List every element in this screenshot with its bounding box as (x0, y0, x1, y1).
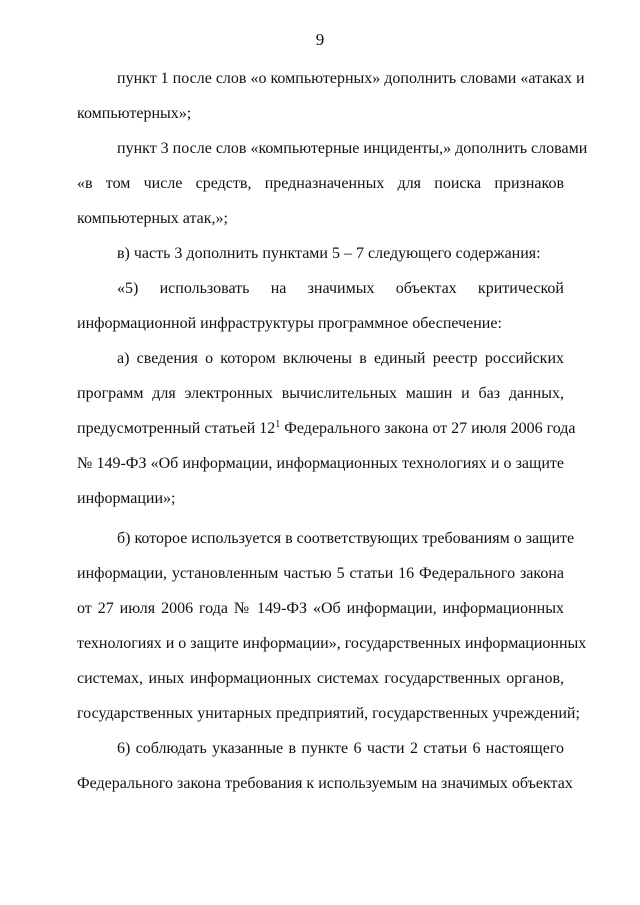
text-line: от 27 июля 2006 года № 149-ФЗ «Об информации, информационных (77, 600, 564, 617)
text-line: № 149-ФЗ «Об информации, информационных технологиях и о защите (77, 455, 564, 472)
text-line: Федерального закона требования к используемым на значимых объектах (77, 775, 573, 792)
text-line: пункт 3 после слов «компьютерные инциденты,» дополнить словами (117, 140, 588, 157)
text-line: в) часть 3 дополнить пунктами 5 – 7 следующего содержания: (117, 245, 541, 262)
text-line: «5) использовать на значимых объектах критической (117, 280, 564, 297)
text-line: технологиях и о защите информации», государственных информационных (77, 635, 587, 652)
text-line: компьютерных атак,»; (77, 210, 228, 227)
text-line: информации»; (77, 490, 176, 507)
text-line: пункт 1 после слов «о компьютерных» дополнить словами «атаках и (117, 70, 585, 87)
text-line: компьютерных»; (77, 105, 192, 122)
text-line: информации, установленным частью 5 статьи 16 Федерального закона (77, 565, 564, 582)
text-line: б) которое используется в соответствующих требованиям о защите (117, 530, 575, 547)
text-line: системах, иных информационных системах государственных органов, (77, 670, 564, 687)
superscript: 1 (275, 419, 281, 430)
text-line: 6) соблюдать указанные в пункте 6 части 2 статьи 6 настоящего (117, 740, 564, 757)
text-line-with-superscript (77, 419, 576, 439)
text-line: «в том числе средств, предназначенных для поиска признаков (77, 175, 564, 192)
text-line: информационной инфраструктуры программное обеспечение: (77, 315, 502, 332)
text-fragment: предусмотренный статьей 12 (77, 420, 276, 437)
text-fragment: Федерального закона от 27 июля 2006 года (280, 420, 576, 437)
page-number: 9 (315, 30, 325, 49)
text-line: государственных унитарных предприятий, государственных учреждений; (77, 705, 580, 722)
text-line: а) сведения о котором включены в единый реестр российских (117, 350, 564, 367)
text-line: программ для электронных вычислительных машин и баз данных, (77, 385, 564, 402)
